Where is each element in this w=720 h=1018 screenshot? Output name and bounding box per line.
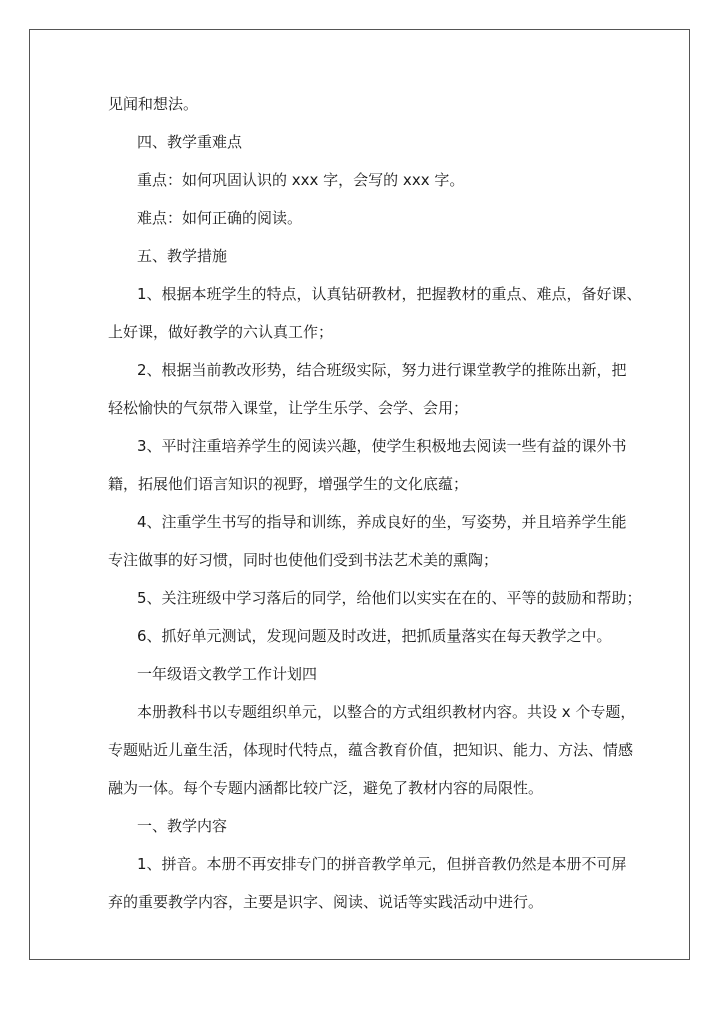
text-line: 籍，拓展他们语言知识的视野，增强学生的文化底蕴； xyxy=(108,475,469,493)
text-line: 见闻和想法。 xyxy=(108,95,199,113)
line-spacer xyxy=(108,573,628,585)
text-line: 3、平时注重培养学生的阅读兴趣，使学生积极地去阅读一些有益的课外书 xyxy=(137,437,627,455)
line-spacer xyxy=(108,687,628,699)
text-line: 专题贴近儿童生活，体现时代特点，蕴含教育价值，把知识、能力、方法、情感 xyxy=(108,741,634,759)
line-spacer xyxy=(108,269,628,281)
line-spacer xyxy=(108,611,628,623)
line-spacer xyxy=(108,345,628,357)
text-line: 4、注重学生书写的指导和训练，养成良好的坐，写姿势，并且培养学生能 xyxy=(137,513,627,531)
line-spacer xyxy=(108,383,628,395)
text-line: 1、根据本班学生的特点，认真钻研教材，把握教材的重点、难点，备好课、 xyxy=(137,285,642,303)
text-line: 一年级语文教学工作计划四 xyxy=(137,665,318,683)
line-spacer xyxy=(108,193,628,205)
text-line: 5、关注班级中学习落后的同学，给他们以实实在在的、平等的鼓励和帮助； xyxy=(137,589,642,607)
line-spacer xyxy=(108,459,628,471)
line-spacer xyxy=(108,649,628,661)
text-line: 融为一体。每个专题内涵都比较广泛，避免了教材内容的局限性。 xyxy=(108,779,544,797)
text-line: 重点：如何巩固认识的 xxx 字，会写的 xxx 字。 xyxy=(137,171,465,189)
text-line: 轻松愉快的气氛带入课堂，让学生乐学、会学、会用； xyxy=(108,399,469,417)
line-spacer xyxy=(108,763,628,775)
line-spacer xyxy=(108,877,628,889)
text-line: 弃的重要教学内容，主要是识字、阅读、说话等实践活动中进行。 xyxy=(108,893,544,911)
line-spacer xyxy=(108,535,628,547)
line-spacer xyxy=(108,725,628,737)
text-line: 上好课，做好教学的六认真工作； xyxy=(108,323,334,341)
line-spacer xyxy=(108,117,628,129)
text-line: 四、教学重难点 xyxy=(137,133,243,151)
line-spacer xyxy=(108,497,628,509)
text-line: 难点：如何正确的阅读。 xyxy=(137,209,303,227)
text-line: 1、拼音。本册不再安排专门的拼音教学单元，但拼音教仍然是本册不可屏 xyxy=(137,855,627,873)
line-spacer xyxy=(108,231,628,243)
line-spacer xyxy=(108,307,628,319)
line-spacer xyxy=(108,421,628,433)
text-line: 6、抓好单元测试，发现问题及时改进，把抓质量落实在每天教学之中。 xyxy=(137,627,612,645)
text-line: 2、根据当前教改形势，结合班级实际，努力进行课堂教学的推陈出新，把 xyxy=(137,361,627,379)
text-line: 一、教学内容 xyxy=(137,817,228,835)
text-line: 本册教科书以专题组织单元，以整合的方式组织教材内容。共设 x 个专题， xyxy=(137,703,636,721)
text-line: 专注做事的好习惯，同时也使他们受到书法艺术美的熏陶； xyxy=(108,551,499,569)
line-spacer xyxy=(108,839,628,851)
line-spacer xyxy=(108,155,628,167)
document-body xyxy=(108,91,642,915)
line-spacer xyxy=(108,801,628,813)
text-line: 五、教学措施 xyxy=(137,247,228,265)
